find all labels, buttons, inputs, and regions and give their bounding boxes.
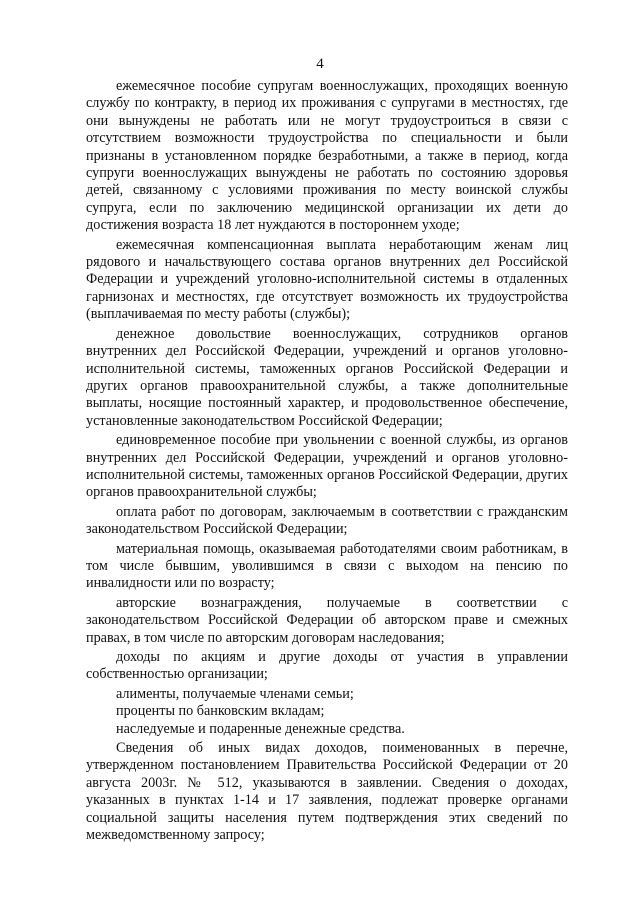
paragraph-lump-sum-benefit: единовременное пособие при увольнении с военной службы, из органов внутренних дел Российской Федерации, учреждений и органов уголовно-исполнительной системы, таможенных органов Российской Федерации, других органов правоохранительной службы; xyxy=(86,432,568,501)
paragraph-author-fees: авторские вознаграждения, получаемые в соответствии с законодательством Российской Федерации об авторском праве и смежных правах, в том числе по авторским договорам наследования; xyxy=(86,594,568,646)
document-body xyxy=(86,78,568,846)
paragraph-contract-payment: оплата работ по договорам, заключаемым в соответствии с гражданским законодательством Российской Федерации; xyxy=(86,503,568,538)
paragraph-bank-interest: проценты по банковским вкладам; xyxy=(116,703,325,720)
page-number: 4 xyxy=(316,56,324,72)
paragraph-material-assistance: материальная помощь, оказываемая работодателями своим работникам, в том числе бывшим, уволившимся в связи с выходом на пенсию по инвалидности или по возрасту; xyxy=(86,540,568,592)
paragraph-monetary-allowance: денежное довольствие военнослужащих, сотрудников органов внутренних дел Российской Федерации, учреждений и органов уголовно-исполнительной системы, таможенных органов Российской Федерации и других органов правоохранительной службы, а также дополнительные выплаты, носящие постоянный характер, и продовольственное обеспечение, установленные законодательством Российской Федерации; xyxy=(86,325,568,429)
paragraph-alimony: алименты, получаемые членами семьи; xyxy=(116,685,354,702)
paragraph-spouse-allowance: ежемесячное пособие супругам военнослужащих, проходящих военную службу по контракту, в период их проживания с супругами в местностях, где они вынуждены не работать или не могут трудоустроиться в связи с отсутствием возможности трудоустройства по специальности и были признаны в установленном порядке безработными, а также в период, когда супруги военнослужащих вынуждены не работать по состоянию здоровья детей, связанному с условиями проживания по месту воинской службы супруга, если по заключению медицинской организации их дети до достижения возраста 18 лет нуждаются в постороннем уходе; xyxy=(86,78,568,234)
paragraph-inherited-funds: наследуемые и подаренные денежные средства. xyxy=(116,720,405,737)
paragraph-compensation-payment: ежемесячная компенсационная выплата неработающим женам лиц рядового и начальствующего состава органов внутренних дел Российской Федерации и учреждений уголовно-исполнительной системы в отдаленных гарнизонах и местностях, где отсутствует возможность их трудоустройства (выплачиваемая по месту работы (службы); xyxy=(86,236,568,323)
paragraph-other-income-info: Сведения об иных видах доходов, поименованных в перечне, утвержденном постановлением Правительства Российской Федерации от 20 августа 2003г. № 512, указываются в заявлении. Сведения о доходах, указанных в пунктах 1-14 и 17 заявления, подлежат проверке органами социальной защиты населения путем подтверждения этих сведений по межведомственному запросу; xyxy=(86,740,568,844)
paragraph-share-income: доходы по акциям и другие доходы от участия в управлении собственностью организации; xyxy=(86,649,568,683)
